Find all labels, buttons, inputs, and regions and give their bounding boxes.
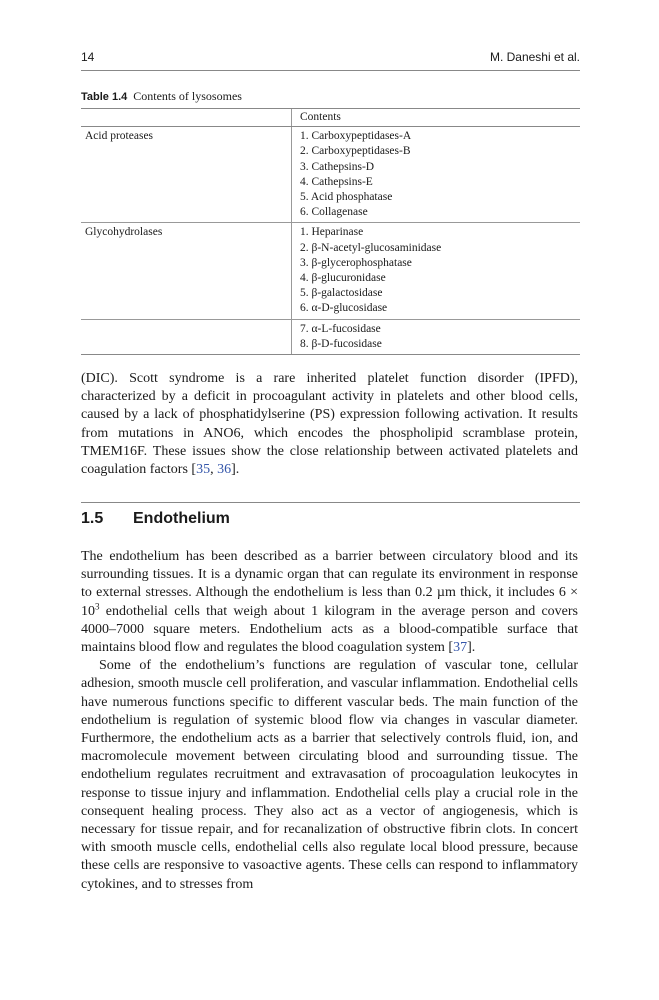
section-title: Endothelium [133, 510, 230, 527]
citation-link[interactable]: 37 [453, 640, 468, 656]
paragraph-text: The endothelium has been described as a barrier between circulatory blood and its surrounding tissues. It is a dynamic organ that can regulate its environment in response to external stresses. Although the endothelium is less than 0.2 µm thick, it includes 6 × 10 [81, 549, 578, 619]
list-item: 1. Heparinase [300, 226, 364, 239]
group-name: Glycohydrolases [81, 223, 292, 319]
table-header-row [81, 109, 580, 127]
table-caption [81, 89, 242, 104]
section-body [81, 548, 578, 894]
paragraph: Some of the endothelium’s functions are regulation of vascular tone, cellular adhesion, smooth muscle cell proliferation, and vascular inflammation. Endothelial cells have numerous functions specific to different vascular beds. The main function of the endothelium is regulation of systemic blood flow via changes in vascular diameter. Furthermore, the endothelium acts as a barrier that selectively controls fluid, ion, and macromolecule movement between circulating blood and surrounding tissue. The endothelium regulates recruitment and extravasation of procoagulation leukocytes in response to tissue injury and inflammation. Endothelial cells play a crucial role in the consequent healing process. They also act as a vector of angiogenesis, which is necessary for tissue repair, and for recanalization of obstructive fibrin clots. In concert with smooth muscle cells, endothelial cells also regulate local blood pressure, because these cells are responsive to vasoactive agents. These cells can respond to inflammatory cytokines, and to stresses from [81, 658, 578, 892]
section-rule [81, 502, 580, 503]
group-name [81, 319, 292, 354]
list-item: 2. Carboxypeptidases-B [300, 145, 411, 158]
paragraph [81, 548, 578, 657]
lysosome-contents-table [81, 108, 580, 355]
list-item: 5. Acid phosphatase [300, 191, 393, 204]
list-item: 4. β-glucuronidase [300, 272, 386, 285]
table-label: Table 1.4 [81, 91, 128, 103]
superscript: 3 [95, 600, 100, 611]
list-item: 7. α-L-fucosidase [300, 322, 381, 335]
paragraph [81, 370, 578, 479]
list-item: 5. β-galactosidase [300, 287, 383, 300]
list-item: 6. Collagenase [300, 206, 368, 219]
paragraph-text: ]. [467, 640, 476, 656]
group-items [292, 319, 581, 354]
page-number: 14 [81, 50, 95, 64]
list-item: 3. Cathepsins-D [300, 160, 375, 173]
list-item: 6. α-D-glucosidase [300, 302, 388, 315]
group-items [292, 127, 581, 223]
table-row [81, 223, 580, 319]
list-item: 1. Carboxypeptidases-A [300, 130, 412, 143]
list-item: 2. β-N-acetyl-glucosaminidase [300, 241, 442, 254]
list-item: 4. Cathepsins-E [300, 175, 373, 188]
section-heading [81, 510, 230, 528]
paragraph-text: endothelial cells that weigh about 1 kilogram in the average person and covers 4000–7000 square meters. Endothelium acts as a blood-compatible surface that maintains blood flow and regulates the blood coagulation system [ [81, 603, 578, 656]
list-item: 8. β-D-fucosidase [300, 337, 382, 350]
section-number: 1.5 [81, 510, 104, 527]
table-header-empty [81, 109, 292, 127]
citation-separator: , [210, 462, 218, 478]
table-row [81, 127, 580, 223]
group-name: Acid proteases [85, 130, 154, 143]
table-row [81, 319, 580, 354]
list-item: 3. β-glycerophosphatase [300, 256, 412, 269]
group-items [292, 223, 581, 319]
header-rule [81, 70, 580, 71]
citation-link[interactable]: 36 [217, 462, 232, 478]
running-authors: M. Daneshi et al. [489, 50, 580, 64]
continued-paragraph [81, 370, 578, 479]
paragraph-text: ]. [231, 462, 240, 478]
running-header [81, 50, 580, 70]
paragraph-text: (DIC). Scott syndrome is a rare inherited platelet function disorder (IPFD), characterized by a deficit in procoagulant activity in platelets and other blood cells, caused by a lack of phosphatidylserine (PS) expression following activation. It results from mutations in ANO6, which encodes the phospholipid scramblase protein, TMEM16F. These issues show the close relationship between activated platelets and coagulation factors [ [81, 371, 578, 478]
citation-link[interactable]: 35 [196, 462, 211, 478]
table-column-header: Contents [292, 109, 581, 127]
table-title: Contents of lysosomes [133, 89, 242, 103]
